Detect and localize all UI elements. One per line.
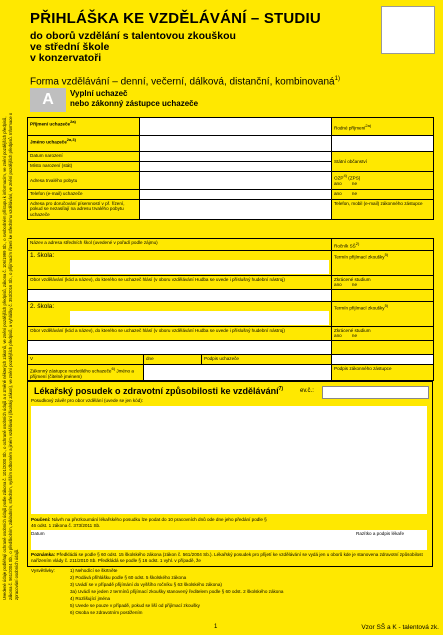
note-item: 3) Uvádí se v případě přijímání do vyššího ročníku § 63 školského zákona) bbox=[70, 582, 222, 587]
input-datum-narozeni[interactable] bbox=[140, 152, 332, 162]
telefon-ano-ne: ano ne bbox=[332, 190, 434, 200]
poznamka: Poznámka: Předkládá se podle § 60 odst. 15 školského zákona (zákon č. 561/2004 Sb.). Lékařský posudek pro přijetí ke vzdělávání se vydá jen u oborů kde je stanovena zdravotní způsobilost nařízením vlády č. 211/2010 Sb. Předkládá se podle § 16 odst. 1 vyhl. v případě, že bbox=[31, 552, 423, 563]
label-telefon: Telefon (e-mail) uchazeče bbox=[28, 190, 140, 200]
skola2-cell: 2. škola: bbox=[28, 302, 332, 327]
input-jmeno[interactable] bbox=[140, 136, 332, 152]
input-ev[interactable] bbox=[322, 386, 429, 399]
medical-title: Lékařský posudek o zdravotní způsobilosti ke vzdělávání$^{7)}$ bbox=[34, 386, 284, 396]
fills-line-1: Vyplní uchazeč bbox=[70, 89, 128, 98]
fills-in-note bbox=[70, 89, 198, 109]
photo-box bbox=[381, 6, 435, 54]
forma-sup: 1) bbox=[334, 76, 340, 82]
input-misto-narozeni[interactable] bbox=[140, 162, 332, 172]
page-number: 1 bbox=[214, 624, 218, 630]
pouceni: Poučení: Návrh na přezkoumání lékařského posudku lze podat do 10 pracovních dnů ode dne jeho předání podle § 46 odst. 1 zákona č. 373/2011 Sb. bbox=[31, 517, 267, 528]
empty-1 bbox=[332, 290, 434, 302]
side-privacy-note bbox=[2, 110, 24, 600]
label-rocnik: Ročník SŠ$^{2)}$ bbox=[332, 239, 434, 251]
label-misto-narozeni: Místo narození (stát) bbox=[28, 162, 140, 172]
footer-template-name: Vzor SŠ a K - talentová zk. bbox=[361, 624, 439, 631]
label-razitko: Razítko a podpis lékaře bbox=[356, 531, 405, 536]
note-item: 3a) Uvádí se jeden z termínů přijímací zkoušky stanovený ředitelem podle § 60 odst. 2 školského zákona bbox=[70, 589, 284, 594]
label-adresa: Adresa trvalého pobytu bbox=[28, 172, 140, 190]
input-adresa-dorucovani[interactable] bbox=[140, 200, 332, 220]
label-prijmeni: Příjmení uchazeče$^{2a)}$ bbox=[28, 118, 140, 136]
note-item: 6) Osoba se zdravotním postižením bbox=[70, 610, 143, 615]
label-podpis-uchazece: Podpis uchazeče bbox=[202, 355, 332, 365]
forma-text: Forma vzdělávání – denní, večerní, dálková, distanční, kombinovaná bbox=[30, 76, 335, 88]
label-telefon-zz: Telefon, mobil (e-mail) zákonného zástupce bbox=[332, 200, 434, 220]
label-podpis-zz: Podpis zákonného zástupce bbox=[332, 365, 434, 381]
label-jmeno: Jméno uchazeče$^{2a,3)}$ bbox=[28, 136, 140, 152]
input-rodne-prijmeni[interactable] bbox=[332, 136, 434, 152]
label-dne: dne bbox=[144, 355, 202, 365]
forma-vzdelavani bbox=[30, 76, 340, 87]
ozp-cell: OZP$^{4)}$ (ZPS) ano ne bbox=[332, 172, 434, 190]
label-statni-obcanstvi: Státní občanství bbox=[332, 152, 434, 172]
ev-label: ev.č.: bbox=[300, 388, 314, 394]
schools-heading: Název a adresa středních škol (uvedené v pořadí podle zájmu) bbox=[28, 239, 332, 251]
posudkovy-label: Posudkový závěr pro obor vzdělání (uvede se jen kód): bbox=[31, 398, 144, 403]
fills-line-2: nebo zákonný zástupce uchazeče bbox=[70, 99, 199, 108]
label-datum-narozeni: Datum narození bbox=[28, 152, 140, 162]
form-title: PŘIHLÁŠKA KE VZDĚLÁVÁNÍ – STUDIU bbox=[30, 10, 321, 27]
skola1-cell: 1. škola: bbox=[28, 251, 332, 276]
input-podpis-uchazece[interactable] bbox=[332, 355, 434, 365]
input-posudkovy[interactable] bbox=[31, 406, 427, 514]
note-item: 4) Rozlišující jména bbox=[70, 596, 111, 601]
input-telefon[interactable] bbox=[140, 190, 332, 200]
input-skola1[interactable] bbox=[70, 260, 329, 274]
input-obor2[interactable] bbox=[28, 341, 332, 355]
obor2-label: Obor vzdělávání (kód a název), do kterého se uchazeč hlásí (v oboru vzdělávání Hudba se uvede i příslušný hudební nástroj) bbox=[28, 327, 332, 341]
schools-table bbox=[27, 238, 434, 381]
note-item: 1) Nehodící se škrtněte bbox=[70, 568, 118, 573]
form-subtitle bbox=[30, 31, 310, 64]
note-item: 2) Podává přihlášku podle § 60 odst. 5 školského zákona bbox=[70, 575, 187, 580]
label-datum: Datum bbox=[31, 531, 45, 536]
obor1-label: Obor vzdělávání (kód a název), do kterého se uchazeč hlásí (v oboru vzdělávání Hudba se uvede i příslušný hudební nástroj) bbox=[28, 276, 332, 290]
label-rodne-prijmeni: Rodné příjmení$^{2a)}$ bbox=[332, 118, 434, 136]
zkraceni2-cell: Zkrácené studium ano ne bbox=[332, 327, 434, 341]
zkraceni1-cell: Zkrácené studium ano ne bbox=[332, 276, 434, 290]
side-note-text: Uvedené údaje podléhají ochraně osobních údajů podle zákona č. 101/2000 Sb., o ochraně osobních údajů a o změně některých zákonů, ve znění pozdějších předpisů, zákona č. 106/1999 Sb., o svobodném přístupu k informacím, ve znění pozdějších předpisů, zákona č. 561/2004 Sb., o předškolním, základním, středním, vyšším odborném a jiném vzdělávání (školský zákon), ve znění pozdějších předpisů, a vyhlášky č. 353/2016 Sb., o přijímacím řízení ke střednímu vzdělávání, ve znění pozdějších předpisů. Informace o zpracování osobních údajů. bbox=[2, 112, 19, 600]
label-zakonny-zastupce: Zákonný zástupce nezletilého uchazeče$^{6)}$ Jméno a příjmení (čitelně jménem) bbox=[28, 365, 144, 381]
input-skola2[interactable] bbox=[70, 311, 329, 325]
subtitle-line-1: do oborů vzdělání s talentovou zkouškou bbox=[30, 30, 236, 42]
input-prijmeni[interactable] bbox=[140, 118, 332, 136]
empty-2 bbox=[332, 341, 434, 355]
subtitle-line-3: v konzervatoři bbox=[30, 52, 102, 64]
input-adresa[interactable] bbox=[140, 172, 332, 190]
termin2-cell: Termín přijímací zkoušky$^{5)}$ bbox=[332, 302, 434, 327]
applicant-table bbox=[27, 117, 434, 220]
notes-label: Vysvětlivky: bbox=[31, 568, 55, 573]
input-obor1[interactable] bbox=[28, 290, 332, 302]
label-adresa-dorucovani: Adresa pro doručování písemností v př. řízení, pokud se nezasílají na adresu trvalého pobytu uchazeče bbox=[28, 200, 140, 220]
termin1-cell: Termín přijímací zkoušky$^{5)}$ bbox=[332, 251, 434, 276]
subtitle-line-2: ve střední škole bbox=[30, 41, 110, 53]
section-letter-a: A bbox=[30, 88, 66, 112]
input-zakonny-zastupce[interactable] bbox=[144, 365, 332, 381]
label-v: V bbox=[28, 355, 144, 365]
note-item: 5) Uvede se pouze v případě, pokud se liší od přijímací zkoušky bbox=[70, 603, 200, 608]
